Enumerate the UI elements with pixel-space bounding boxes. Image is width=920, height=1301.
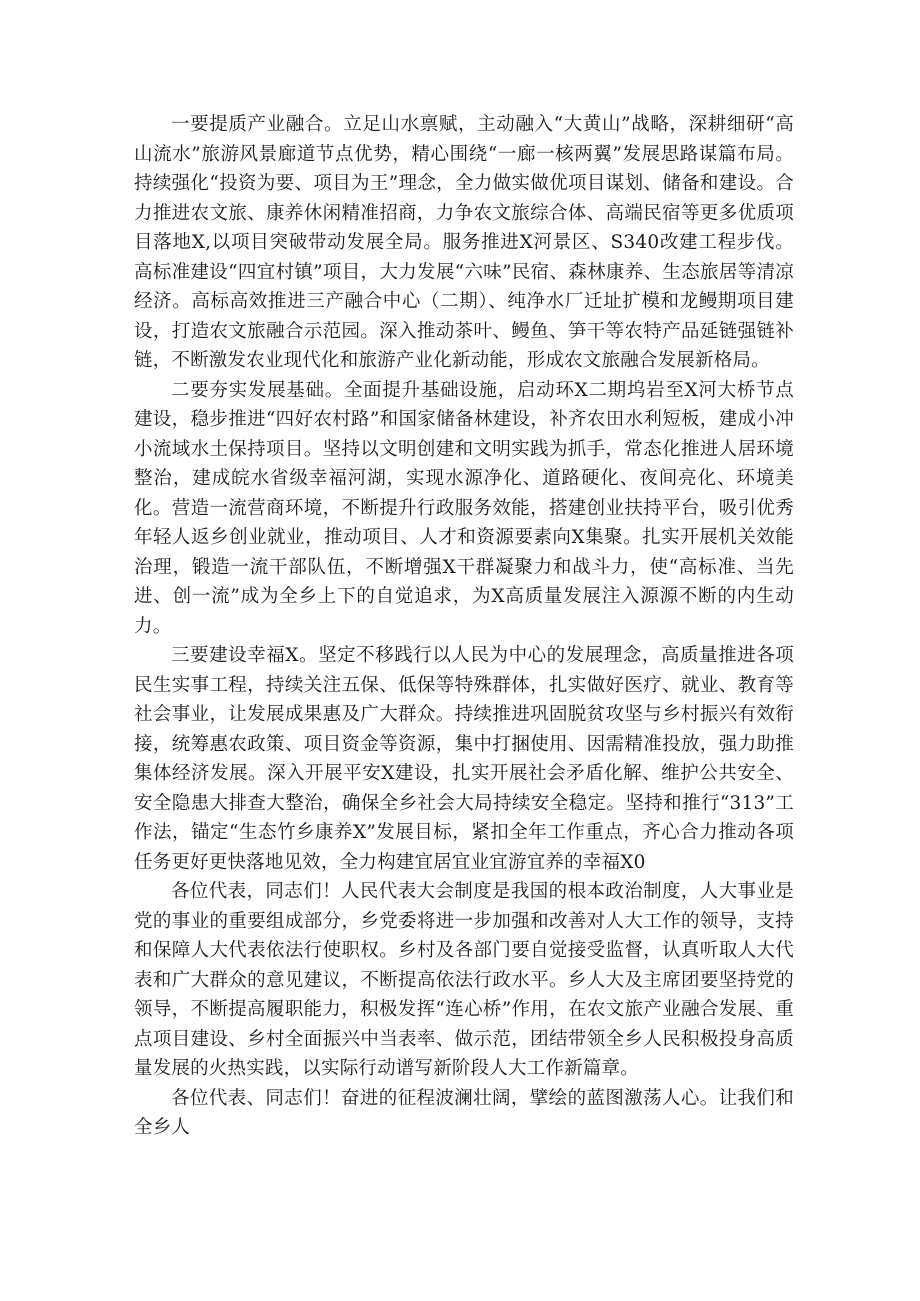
paragraph-closing: 各位代表、同志们！奋进的征程波澜壮阔，擘绘的蓝图激荡人心。让我们和全乡人 (134, 1087, 794, 1138)
paragraph-development-foundation: 二要夯实发展基础。全面提升基础设施，启动环X二期坞岩至X河大桥节点建设，稳步推进“四好农村路”和国家储备林建设，补齐农田水利短板，建成小冲小流域水土保持项目。坚持以文明创建和文明实践为抓手，常态化推进人居环境整治，建成皖水省级幸福河湖，实现水源净化、道路硬化、夜间亮化、环境美化。营造一流营商环境，不断提升行政服务效能，搭建创业扶持平台，吸引优秀年轻人返乡创业就业，推动项目、人才和资源要素向X集聚。扎实开展机关效能治理，锻造一流干部队伍，不断增强X干群凝聚力和战斗力，使“高标准、当先进、创一流”成为全乡上下的自觉追求，为X高质量发展注入源源不断的内生动力。 (134, 379, 794, 637)
paragraph-industry-integration: 一要提质产业融合。立足山水禀赋，主动融入“大黄山”战略，深耕细研“高山流水”旅游风景廊道节点优势，精心围绕“一廊一核两翼”发展思路谋篇布局。持续强化“投资为要、项目为王”理念，全力做实做优项目谋划、储备和建设。合力推进农文旅、康养休闲精准招商，力争农文旅综合体、高端民宿等更多优质项目落地X,以项目突破带动发展全局。服务推进X河景区、S340改建工程步伐。高标准建设“四宜村镇”项目，大力发展“六味”民宿、森林康养、生态旅居等清凉经济。高标高效推进三产融合中心（二期）、纯净水厂迁址扩模和龙鳗期项目建设，打造农文旅融合示范园。深入推动茶叶、鳗鱼、笋干等农特产品延链强链补链，不断激发农业现代化和旅游产业化新动能，形成农文旅融合发展新格局。 (134, 114, 794, 371)
document-body (134, 110, 794, 1143)
paragraph-happiness-building: 三要建设幸福X。坚定不移践行以人民为中心的发展理念，高质量推进各项民生实事工程，持续关注五保、低保等特殊群体，扎实做好医疗、就业、教育等社会事业，让发展成果惠及广大群众。持续推进巩固脱贫攻坚与乡村振兴有效衔接，统筹惠农政策、项目资金等资源，集中打捆使用、因需精准投放，强力助推集体经济发展。深入开展平安X建设，扎实开展社会矛盾化解、维护公共安全、安全隐患大排查大整治，确保全乡社会大局持续安全稳定。坚持和推行“313”工作法，锚定“生态竹乡康养X”发展目标，紧扣全年工作重点，齐心合力推动各项任务更好更快落地见效，全力构建宜居宜业宜游宜养的幸福X0 (134, 645, 794, 873)
paragraph-peoples-congress: 各位代表，同志们！人民代表大会制度是我国的根本政治制度，人大事业是党的事业的重要组成部分，乡党委将进一步加强和改善对人大工作的领导，支持和保障人大代表依法行使职权。乡村及各部门要自觉接受监督，认真听取人大代表和广大群众的意见建议，不断提高依法行政水平。乡人大及主席团要坚持党的领导，不断提高履职能力，积极发挥“连心桥”作用，在农文旅产业融合发展、重点项目建设、乡村全面振兴中当表率、做示范，团结带领全乡人民积极投身高质量发展的火热实践，以实际行动谱写新阶段人大工作新篇章。 (134, 881, 794, 1079)
